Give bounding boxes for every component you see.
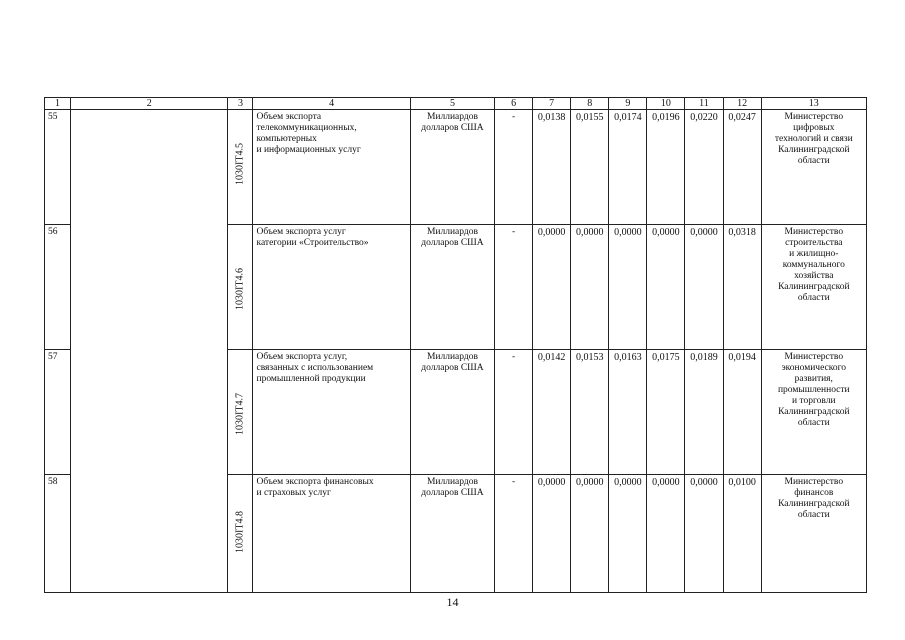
value-cell: [571, 350, 609, 475]
value-cell: [533, 475, 571, 593]
value-cell: [685, 350, 723, 475]
indicator-code-cell: [228, 225, 253, 350]
responsible-line: области: [797, 418, 830, 428]
indicator-name-line: и информационных услуг: [256, 145, 361, 155]
value: 0,0174: [614, 112, 642, 123]
column-6-cell: [495, 225, 533, 350]
table-row: [45, 110, 867, 225]
value-cell: [609, 475, 647, 593]
responsible-line: Калининградской: [778, 145, 850, 155]
value: 0,0163: [614, 352, 642, 363]
unit-line: Миллиардов: [426, 227, 478, 237]
indicator-name-cell: [253, 110, 410, 225]
column-header-2: 2: [71, 98, 228, 110]
value-cell: [609, 110, 647, 225]
responsible-line: промышленности: [777, 385, 850, 395]
indicator-code-cell: [228, 475, 253, 593]
value-cell: [647, 475, 685, 593]
row-number-cell: [45, 110, 71, 225]
value-cell: [533, 225, 571, 350]
value: 0,0000: [537, 227, 566, 238]
value-cell: [685, 475, 723, 593]
responsible-cell: [761, 475, 866, 593]
unit-cell: [410, 110, 494, 225]
value: 0,0100: [728, 477, 756, 488]
responsible-line: и жилищно-: [789, 249, 839, 259]
indicator-name-line: Объем экспорта услуг,: [256, 352, 348, 362]
column-6-cell: [495, 350, 533, 475]
column-header-8: 8: [571, 98, 609, 110]
indicator-name-cell: [253, 475, 410, 593]
value: 0,0153: [576, 352, 604, 363]
value: 0,0155: [576, 112, 604, 123]
responsible-line: области: [797, 510, 830, 520]
value: 0,0220: [690, 112, 718, 123]
responsible-line: развития,: [794, 374, 833, 384]
column-header-6: 6: [495, 98, 533, 110]
column-header-9: 9: [609, 98, 647, 110]
unit-line: долларов США: [421, 238, 484, 248]
responsible-line: финансов: [794, 488, 834, 498]
indicator-code: 1030IT4.8: [234, 511, 246, 553]
column-header-4: 4: [253, 98, 410, 110]
responsible-line: Министерство: [784, 352, 844, 362]
unit-line: долларов США: [421, 123, 484, 133]
indicator-name-line: промышленной продукции: [256, 374, 366, 384]
indicator-code: 1030IT4.6: [234, 268, 246, 310]
value: 0,0175: [652, 352, 680, 363]
unit-line: Миллиардов: [426, 477, 478, 487]
row-number-cell: [45, 475, 71, 593]
value: 0,0194: [728, 352, 756, 363]
value: 0,0318: [728, 227, 756, 238]
column-header-7: 7: [533, 98, 571, 110]
indicator-name-cell: [253, 225, 410, 350]
unit-line: долларов США: [421, 363, 484, 373]
value-cell: [571, 110, 609, 225]
value-cell: [609, 350, 647, 475]
value-cell: [723, 110, 761, 225]
value-cell: [647, 225, 685, 350]
row-number: 56: [48, 227, 58, 237]
column-6-value: -: [512, 227, 516, 237]
indicator-name-line: категории «Строительство»: [256, 238, 369, 248]
column-6-value: -: [512, 352, 516, 362]
value-cell: [685, 225, 723, 350]
responsible-line: Калининградской: [778, 282, 850, 292]
responsible-line: технологий и связи: [774, 134, 853, 144]
row-number-cell: [45, 225, 71, 350]
value: 0,0000: [690, 477, 718, 488]
responsible-line: цифровых: [793, 123, 835, 133]
value-cell: [571, 475, 609, 593]
column-header-11: 11: [685, 98, 723, 110]
value: 0,0000: [576, 477, 604, 488]
unit-cell: [410, 350, 494, 475]
value-cell: [533, 350, 571, 475]
responsible-line: хозяйства: [794, 271, 834, 281]
value-cell: [609, 225, 647, 350]
column-6-cell: [495, 475, 533, 593]
column-6-value: -: [512, 477, 516, 487]
responsible-cell: [761, 225, 866, 350]
indicator-name-line: и страховых услуг: [256, 488, 331, 498]
unit-line: Миллиардов: [426, 352, 478, 362]
row-number: 58: [48, 477, 58, 487]
value-cell: [533, 110, 571, 225]
value: 0,0000: [576, 227, 604, 238]
value: 0,0000: [614, 227, 642, 238]
value-cell: [723, 475, 761, 593]
responsible-line: экономического: [781, 363, 847, 373]
indicator-code: 1030IT4.7: [234, 393, 246, 435]
value: 0,0000: [537, 477, 566, 488]
indicator-name-line: Объем экспорта финансовых: [256, 477, 374, 487]
column-header-12: 12: [723, 98, 761, 110]
value: 0,0000: [652, 477, 680, 488]
responsible-line: области: [797, 156, 830, 166]
responsible-line: Министерство: [784, 112, 844, 122]
row-number: 55: [48, 112, 58, 122]
value: 0,0142: [537, 352, 566, 363]
indicator-code-cell: [228, 110, 253, 225]
value: 0,0196: [652, 112, 680, 123]
unit-cell: [410, 225, 494, 350]
row-number-cell: [45, 350, 71, 475]
value-cell: [571, 225, 609, 350]
responsible-line: коммунального: [782, 260, 845, 270]
responsible-cell: [761, 350, 866, 475]
column-6-value: -: [512, 112, 516, 122]
indicator-name-cell: [253, 350, 410, 475]
responsible-line: Калининградской: [778, 407, 850, 417]
unit-line: долларов США: [421, 488, 484, 498]
indicator-name-line: телекоммуникационных,: [256, 123, 357, 133]
column-header-3: 3: [228, 98, 253, 110]
column-header-5: 5: [410, 98, 494, 110]
value: 0,0000: [614, 477, 642, 488]
responsible-cell: [761, 110, 866, 225]
value: 0,0000: [690, 227, 718, 238]
value-cell: [647, 110, 685, 225]
value: 0,0247: [728, 112, 756, 123]
value: 0,0138: [537, 112, 566, 123]
responsible-line: Министерство: [784, 477, 844, 487]
indicator-name-line: связанных с использованием: [256, 363, 374, 373]
header-row: [45, 98, 867, 110]
responsible-line: Министерство: [784, 227, 844, 237]
indicator-code: 1030IT4.5: [234, 143, 246, 185]
unit-cell: [410, 475, 494, 593]
responsible-line: строительства: [785, 238, 843, 248]
indicator-name-line: Объем экспорта: [256, 112, 322, 122]
row-number: 57: [48, 352, 58, 362]
responsible-line: и торговли: [792, 396, 836, 406]
value-cell: [723, 225, 761, 350]
column-2-cell: [71, 110, 228, 593]
page-number: 14: [446, 595, 459, 609]
indicator-name-line: Объем экспорта услуг: [256, 227, 346, 237]
value-cell: [723, 350, 761, 475]
unit-line: Миллиардов: [426, 112, 478, 122]
column-header-10: 10: [647, 98, 685, 110]
column-header-13: 13: [761, 98, 866, 110]
column-header-1: 1: [45, 98, 71, 110]
indicator-code-cell: [228, 350, 253, 475]
responsible-line: области: [797, 293, 830, 303]
value: 0,0189: [690, 352, 718, 363]
indicator-name-line: компьютерных: [256, 134, 317, 144]
value: 0,0000: [652, 227, 680, 238]
column-6-cell: [495, 110, 533, 225]
responsible-line: Калининградской: [778, 499, 850, 509]
value-cell: [685, 110, 723, 225]
value-cell: [647, 350, 685, 475]
indicator-table: [44, 97, 867, 593]
table-body: [45, 98, 867, 593]
